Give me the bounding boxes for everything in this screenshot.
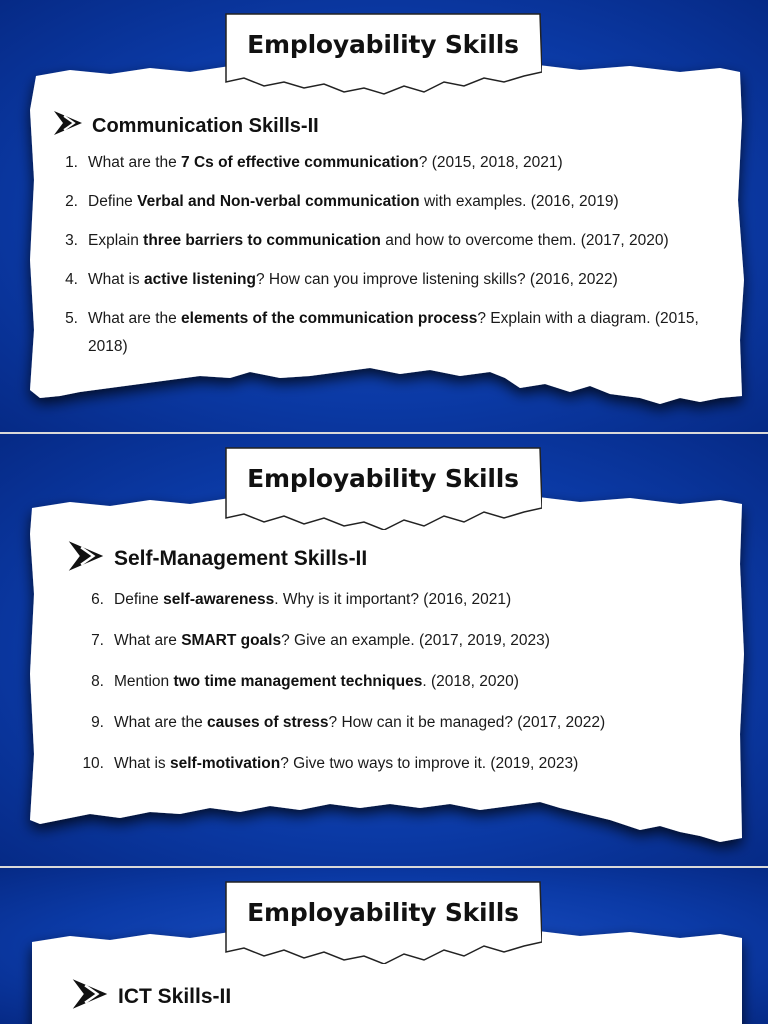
section-heading bbox=[52, 110, 319, 142]
section-title: ICT Skills-II bbox=[118, 985, 232, 1008]
double-chevron-arrow-icon bbox=[70, 978, 110, 1016]
question-text: What are the elements of the communication process? Explain with a diagram. (2015, 2018) bbox=[88, 310, 699, 355]
question-text: Mention two time management techniques. (2018, 2020) bbox=[114, 673, 519, 690]
question-text: Explain three barriers to communication and how to overcome them. (2017, 2020) bbox=[88, 232, 669, 249]
question-item bbox=[76, 586, 716, 614]
section-heading bbox=[70, 978, 231, 1016]
question-item bbox=[62, 266, 732, 294]
question-item bbox=[62, 188, 732, 216]
banner-tag bbox=[224, 446, 542, 530]
banner-title: Employability Skills bbox=[247, 30, 519, 59]
question-text: What are the causes of stress? How can it be managed? (2017, 2022) bbox=[114, 714, 606, 731]
question-number: 4. bbox=[65, 271, 78, 288]
question-item bbox=[62, 227, 732, 255]
banner-title: Employability Skills bbox=[247, 898, 519, 927]
question-number: 6. bbox=[91, 591, 104, 608]
question-number: 1. bbox=[65, 154, 78, 171]
panel-ict-skills bbox=[0, 868, 768, 1024]
question-item bbox=[62, 149, 732, 177]
section-heading bbox=[66, 540, 367, 578]
question-text: What is active listening? How can you improve listening skills? (2016, 2022) bbox=[88, 271, 618, 288]
question-text: What is self-motivation? Give two ways to improve it. (2019, 2023) bbox=[114, 755, 579, 772]
question-text: What are SMART goals? Give an example. (2017, 2019, 2023) bbox=[114, 632, 550, 649]
question-item bbox=[76, 627, 716, 655]
question-number: 10. bbox=[82, 755, 104, 772]
question-item bbox=[76, 750, 716, 778]
panel-self-management-skills bbox=[0, 434, 768, 866]
panel-communication-skills bbox=[0, 0, 768, 432]
question-number: 2. bbox=[65, 193, 78, 210]
question-text: What are the 7 Cs of effective communication? (2015, 2018, 2021) bbox=[88, 154, 563, 171]
question-number: 5. bbox=[65, 310, 78, 327]
question-text: Define self-awareness. Why is it important? (2016, 2021) bbox=[114, 591, 512, 608]
question-list bbox=[76, 586, 716, 778]
double-chevron-arrow-icon bbox=[52, 110, 84, 142]
question-number: 8. bbox=[91, 673, 104, 690]
question-number: 9. bbox=[91, 714, 104, 731]
banner-tag bbox=[224, 880, 542, 964]
section-title: Self-Management Skills-II bbox=[114, 547, 368, 570]
question-number: 3. bbox=[65, 232, 78, 249]
question-number: 7. bbox=[91, 632, 104, 649]
section-title: Communication Skills-II bbox=[92, 114, 319, 137]
question-list bbox=[62, 149, 732, 361]
question-item bbox=[76, 709, 716, 737]
question-item bbox=[76, 668, 716, 696]
question-item bbox=[62, 305, 732, 361]
question-text: Define Verbal and Non-verbal communication with examples. (2016, 2019) bbox=[88, 193, 619, 210]
banner-tag bbox=[224, 12, 542, 96]
banner-title: Employability Skills bbox=[247, 464, 519, 493]
double-chevron-arrow-icon bbox=[66, 540, 106, 578]
